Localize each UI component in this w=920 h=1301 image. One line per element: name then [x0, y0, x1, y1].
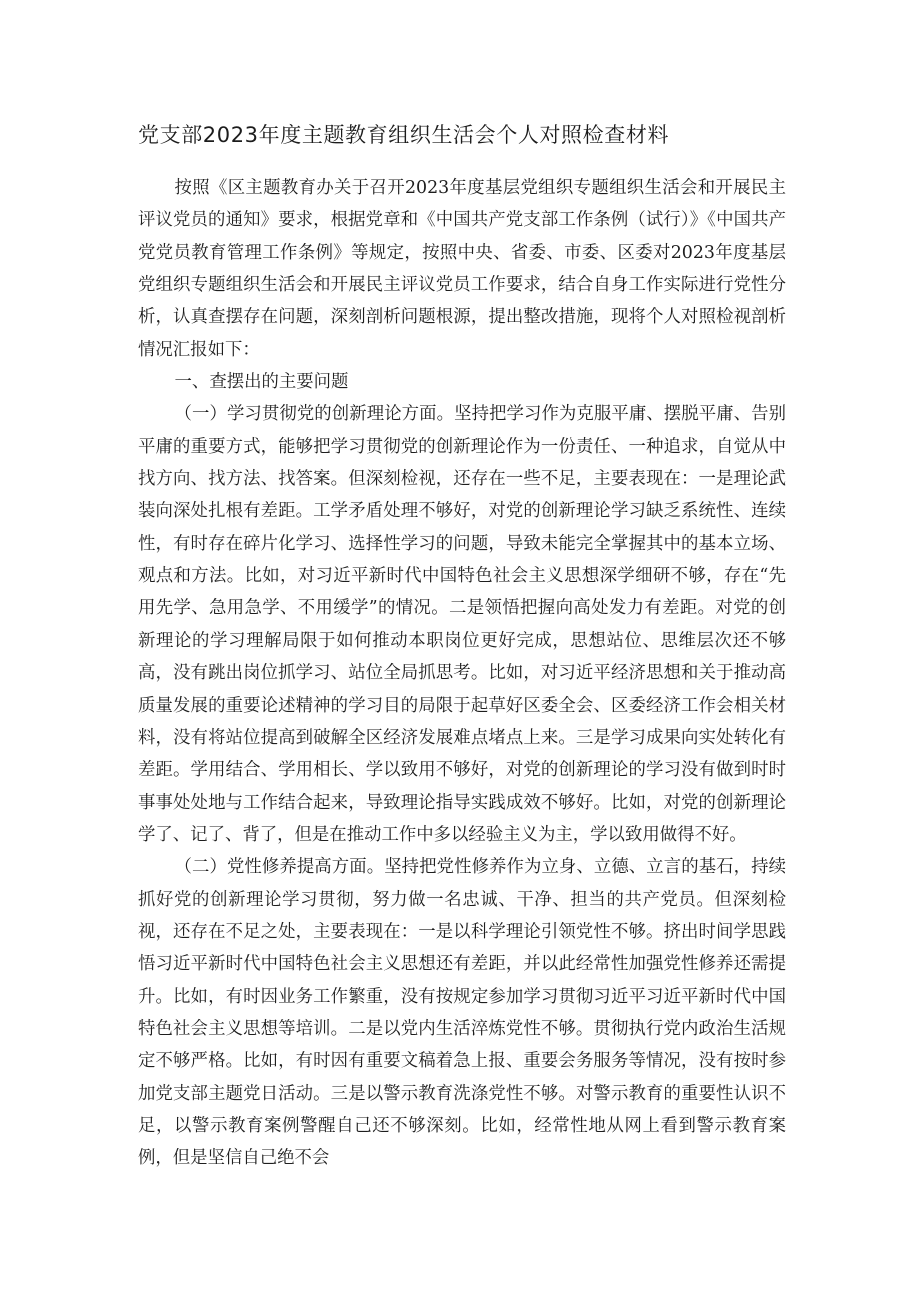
document-title: 党支部2023年度主题教育组织生活会个人对照检查材料: [138, 123, 670, 147]
document-body: [138, 172, 786, 1175]
item-paragraph-2: （二）党性修养提高方面。坚持把党性修养作为立身、立德、立言的基石，持续抓好党的创新理论学习贯彻，努力做一名忠诚、干净、担当的共产党员。但深刻检视，还存在不足之处，主要表现在：一是以科学理论引领党性不够。挤出时间学思践悟习近平新时代中国特色社会主义思想还有差距，并以此经常性加强党性修养还需提升。比如，有时因业务工作繁重，没有按规定参加学习贯彻习近平习近平新时代中国特色社会主义思想等培训。二是以党内生活淬炼党性不够。贯彻执行党内政治生活规定不够严格。比如，有时因有重要文稿着急上报、重要会务服务等情况，没有按时参加党支部主题党日活动。三是以警示教育洗涤党性不够。对警示教育的重要性认识不足，以警示教育案例警醒自己还不够深刻。比如，经常性地从网上看到警示教育案例，但是坚信自己绝不会: [138, 857, 786, 1169]
section-heading: 一、查摆出的主要问题: [174, 372, 349, 393]
intro-paragraph: 按照《区主题教育办关于召开2023年度基层党组织专题组织生活会和开展民主评议党员的通知》要求，根据党章和《中国共产党支部工作条例（试行）》《中国共产党党员教育管理工作条例》等规定，按照中央、省委、市委、区委对2023年度基层党组织专题组织生活会和开展民主评议党员工作要求，结合自身工作实际进行党性分析，认真查摆存在问题，深刻剖析问题根源，提出整改措施，现将个人对照检视剖析情况汇报如下：: [138, 178, 786, 360]
item-paragraph-1: （一）学习贯彻党的创新理论方面。坚持把学习作为克服平庸、摆脱平庸、告别平庸的重要方式，能够把学习贯彻党的创新理论作为一份责任、一种追求，自觉从中找方向、找方法、找答案。但深刻检视，还存在一些不足，主要表现在：一是理论武装向深处扎根有差距。工学矛盾处理不够好，对党的创新理论学习缺乏系统性、连续性，有时存在碎片化学习、选择性学习的问题，导致未能完全掌握其中的基本立场、观点和方法。比如，对习近平新时代中国特色社会主义思想深学细研不够，存在“先用先学、急用急学、不用缓学”的情况。二是领悟把握向高处发力有差距。对党的创新理论的学习理解局限于如何推动本职岗位更好完成，思想站位、思维层次还不够高，没有跳出岗位抓学习、站位全局抓思考。比如，对习近平经济思想和关于推动高质量发展的重要论述精神的学习目的局限于起草好区委全会、区委经济工作会相关材料，没有将站位提高到破解全区经济发展难点堵点上来。三是学习成果向实处转化有差距。学用结合、学用相长、学以致用不够好，对党的创新理论的学习没有做到时时事事处处地与工作结合起来，导致理论指导实践成效不够好。比如，对党的创新理论学了、记了、背了，但是在推动工作中多以经验主义为主，学以致用做得不好。: [138, 404, 786, 845]
